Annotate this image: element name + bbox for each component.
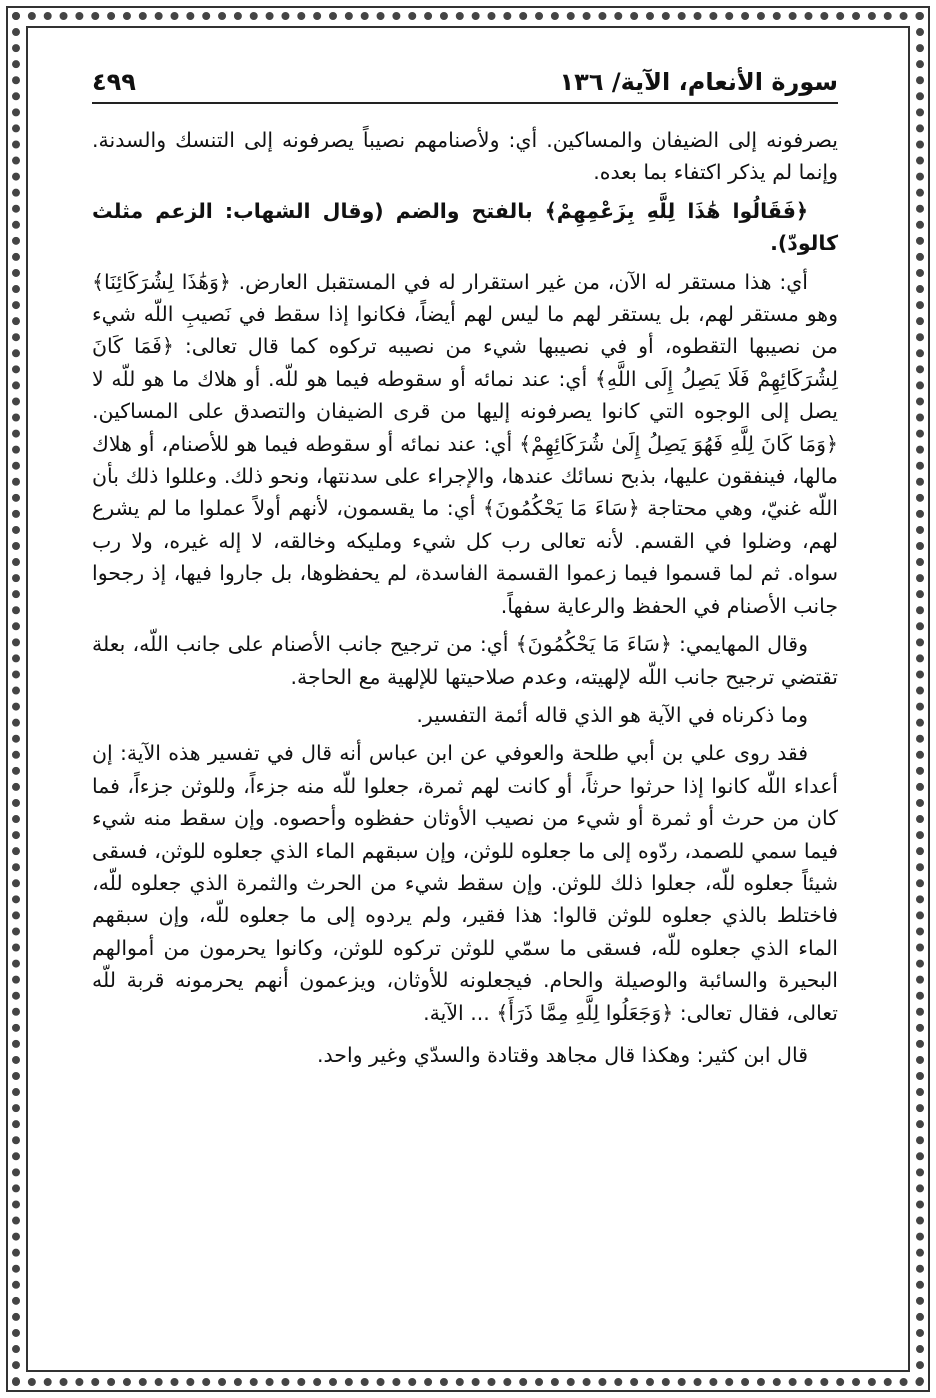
paragraph-7: قال ابن كثير: وهكذا قال مجاهد وقتادة والسدّي وغير واحد. bbox=[317, 1042, 808, 1067]
paragraph-2: ﴿فَقَالُوا هَٰذَا لِلَّهِ بِزَعْمِهِمْ﴾ بالفتح والضم (وقال الشهاب: الزعم مثلث كالودّ). bbox=[92, 198, 838, 256]
paragraph-3: أي: هذا مستقر له الآن، من غير استقرار له في المستقبل العارض. ﴿وَهَٰذَا لِشُرَكَائِنَا﴾ وهو مستقر لهم، بل يستقر لهم ما ليس لهم أيضاً، فكانوا إذا سقط في نَصيبِ اللّه شيء من نصيبها التقطوه، أو في نصيبها شيء من نصيبه تركوه كما قال تعالى: ﴿فَمَا كَانَ لِشُرَكَائِهِمْ فَلَا يَصِلُ إِلَى اللَّهِ﴾ أي: عند نمائه أو سقوطه فيما هو للّه. أو هلاك ما هو للّه لا يصل إلى الوجوه التي كانوا يصرفونه إليها من قرى الضيفان والتصدق على المساكين. ﴿وَمَا كَانَ لِلَّهِ فَهُوَ يَصِلُ إِلَىٰ شُرَكَائِهِمْ﴾ أي: عند نمائه أو سقوطه فيما هو للأصنام، أو هلاك مالها، فينفقون عليها، بذبح نسائك عندها، والإجراء على سدنتها، ونحو ذلك. وعللوا ذلك بأن اللّه غنيّ، وهي محتاجة ﴿سَاءَ مَا يَحْكُمُونَ﴾ أي: ما يقسمون، لأنهم أولاً عملوا ما لم يشرع لهم، وضلوا في القسم. لأنه تعالى رب كل شيء ومليكه وخالقه، لا إله غيره، ولا رب سواه. ثم لما قسموا فيما زعموا القسمة الفاسدة، لم يحفظوها، بل جاروا فيها، إذ رجحوا جانب الأصنام في الحفظ والرعاية سفهاً. bbox=[92, 269, 838, 618]
paragraph-6: فقد روى علي بن أبي طلحة والعوفي عن ابن عباس أنه قال في تفسير هذه الآية: إن أعداء اللّه كانوا إذا حرثوا حرثاً، أو كانت لهم ثمرة، جعلوا للّه منه جزءاً، وللوثن جزءاً، فما كان من حرث أو ثمرة أو شيء من نصيب الأوثان حفظوه وأحصوه. وإن سقط منه شيء فيما سمي للصمد، ردّوه إلى ما جعلوه للوثن، وإن سبقهم الماء الذي جعلوه للوثن، فسقى شيئاً جعلوه للّه، جعلوا ذلك للوثن. وإن سقط شيء من الحرث والثمرة الذي جعلوه للّه، فاختلط بالذي جعلوه للوثن قالوا: هذا فقير، ولم يردوه إلى ما جعلوه للّه، وإن سبقهم الماء الذي جعلوه للّه، فسقى ما سمّي للوثن تركوه للوثن، وكانوا يحرمون من أموالهم البحيرة والسائبة والوصيلة والحام. فيجعلونه للأوثان، ويزعمون أنهم يحرمونه قربة للّه تعالى، فقال تعالى: ﴿وَجَعَلُوا لِلَّهِ مِمَّا ذَرَأَ﴾ ... الآية. bbox=[92, 741, 838, 1025]
page-number: ٤٩٩ bbox=[92, 68, 136, 96]
page-header bbox=[92, 62, 838, 104]
paragraph-1: يصرفونه إلى الضيفان والمساكين. أي: ولأصنامهم نصيباً يصرفونه إلى التنسك والسدنة. وإنما لم يذكر اكتفاء بما بعده. bbox=[92, 128, 838, 185]
paragraph-4: وقال المهايمي: ﴿سَاءَ مَا يَحْكُمُونَ﴾ أي: من ترجيح جانب الأصنام على جانب اللّه، بعلة تقتضي ترجيح جانب اللّه لإلهيته، وعدم صلاحيتها للإلهية مع الحاجة. bbox=[92, 632, 838, 689]
paragraph-5: وما ذكرناه في الآية هو الذي قاله أئمة التفسير. bbox=[416, 702, 808, 727]
page-body bbox=[92, 124, 838, 1328]
surah-title: سورة الأنعام، الآية/ ١٣٦ bbox=[559, 68, 838, 96]
